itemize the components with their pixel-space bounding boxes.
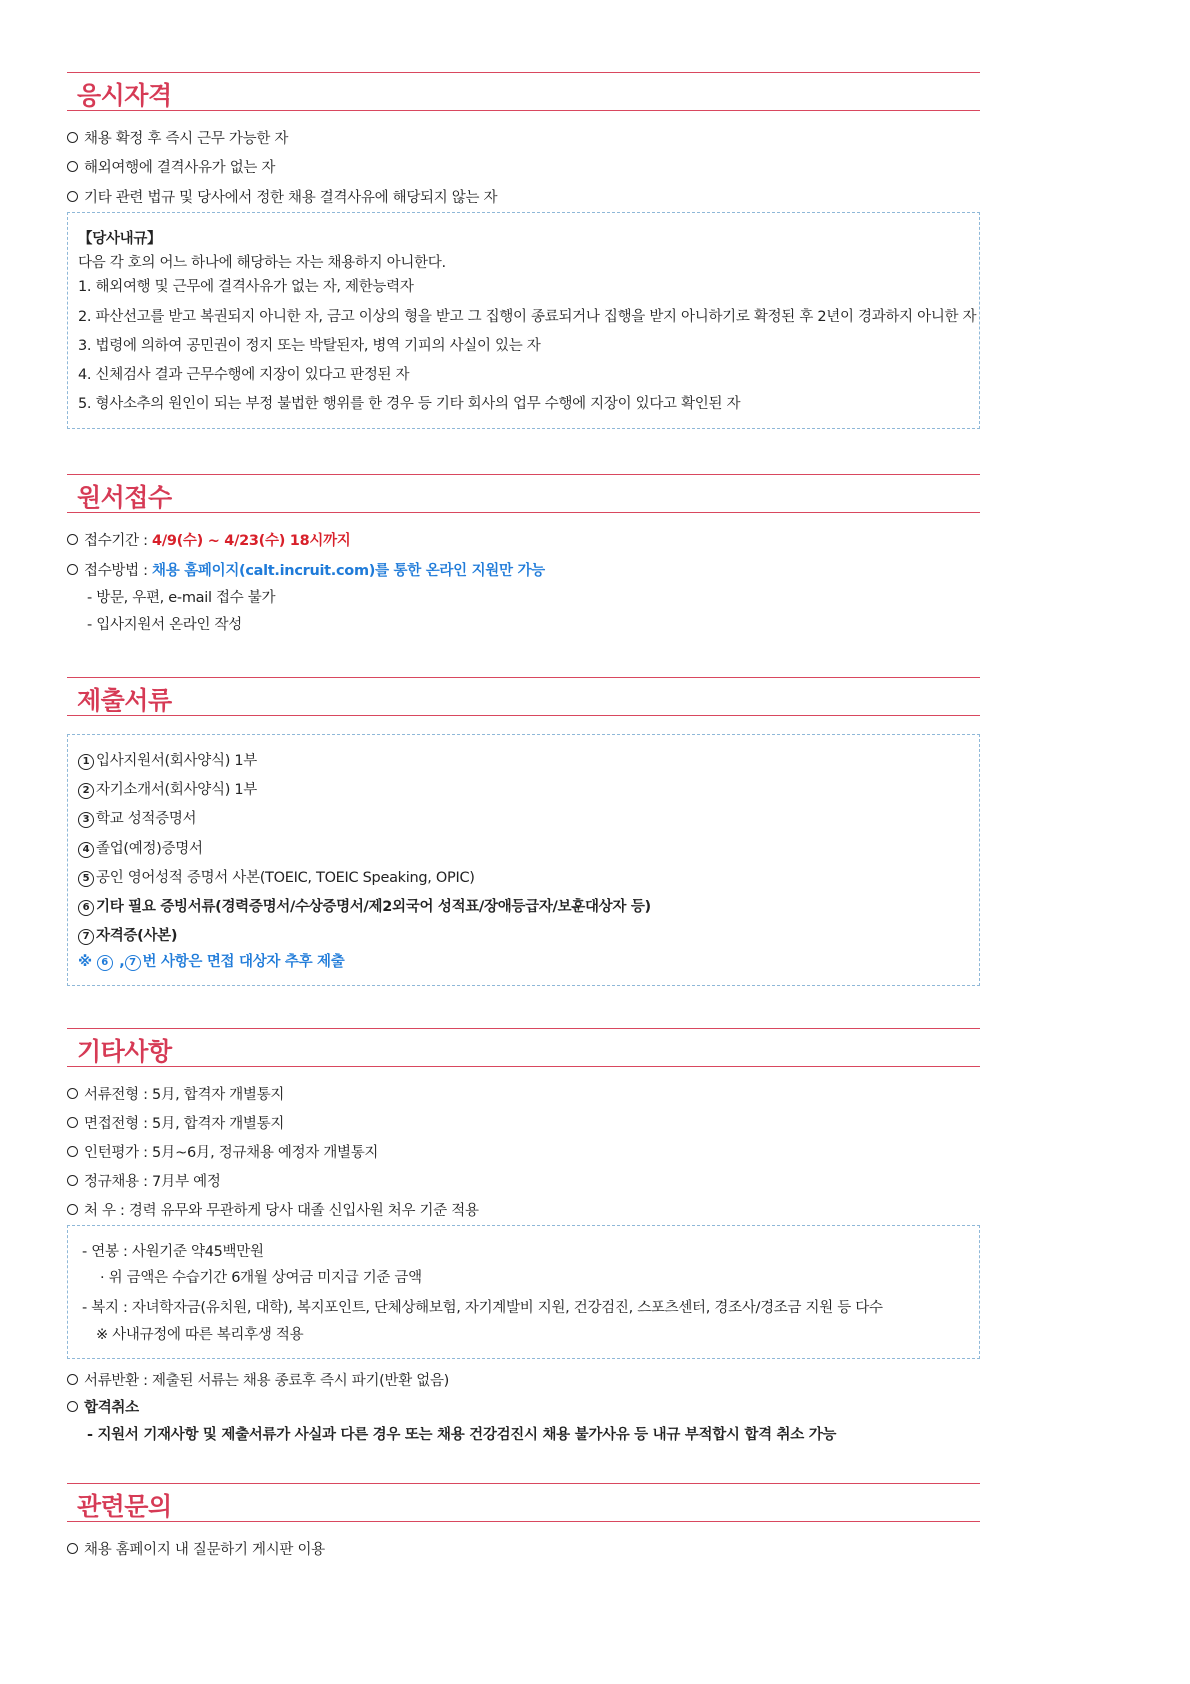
rules-box	[67, 212, 980, 429]
document-item: 1 입사지원서(회사양식) 1부	[78, 749, 257, 770]
circle-bullet-icon	[67, 132, 78, 143]
document-item: 3 학교 성적증명서	[78, 807, 196, 828]
application-note: - 방문, 우편, e-mail 접수 불가	[87, 590, 276, 606]
list-item: 처 우 : 경력 유무와 무관하게 당사 대졸 신입사원 처우 기준 적용	[67, 1199, 479, 1220]
list-item: 기타 관련 법규 및 당사에서 정한 채용 결격사유에 해당되지 않는 자	[67, 186, 497, 207]
cancel-title: 합격취소	[67, 1396, 139, 1417]
section-header	[67, 474, 980, 513]
number-circle-icon: 3	[78, 812, 94, 828]
section-title: 제출서류	[77, 686, 172, 715]
section-header	[67, 72, 980, 111]
list-item: 채용 확정 후 즉시 근무 가능한 자	[67, 127, 288, 148]
document-item: 5 공인 영어성적 증명서 사본(TOEIC, TOEIC Speaking, OPIC)	[78, 866, 475, 887]
document-item: 4 졸업(예정)증명서	[78, 837, 203, 858]
section-qualification	[67, 72, 980, 412]
section-title: 관련문의	[77, 1492, 172, 1521]
application-period: 접수기간 : 4/9(수) ~ 4/23(수) 18시까지	[67, 529, 350, 550]
application-method: 접수방법 : 채용 홈페이지(calt.incruit.com)를 통한 온라인 지원만 가능	[67, 559, 545, 580]
benefits-box	[67, 1225, 980, 1359]
document-item: 2 자기소개서(회사양식) 1부	[78, 778, 257, 799]
section-title: 응시자격	[77, 81, 172, 110]
rules-heading: 【당사내규】	[78, 231, 162, 247]
list-item: 서류반환 : 제출된 서류는 채용 종료후 즉시 파기(반환 없음)	[67, 1369, 449, 1390]
circle-bullet-icon	[67, 161, 78, 172]
benefit-item: - 연봉 : 사원기준 약45백만원	[82, 1244, 264, 1260]
rules-item: 1. 해외여행 및 근무에 결격사유가 없는 자, 제한능력자	[78, 279, 414, 295]
rules-item: 3. 법령에 의하여 공민권이 정지 또는 박탈된자, 병역 기피의 사실이 있는 자	[78, 338, 541, 354]
circle-bullet-icon	[67, 1117, 78, 1128]
benefit-note: ※ 사내규정에 따른 복리후생 적용	[96, 1327, 304, 1343]
benefit-subitem: · 위 금액은 수습기간 6개월 상여금 미지급 기준 금액	[100, 1270, 422, 1286]
list-item: 서류전형 : 5月, 합격자 개별통지	[67, 1083, 284, 1104]
list-item: 인턴평가 : 5月~6月, 정규채용 예정자 개별통지	[67, 1141, 378, 1162]
number-circle-icon: 4	[78, 842, 94, 858]
number-circle-icon: 6	[97, 955, 113, 971]
section-contact	[67, 1483, 980, 1558]
list-item: 면접전형 : 5月, 합격자 개별통지	[67, 1112, 284, 1133]
rules-item: 4. 신체검사 결과 근무수행에 지장이 있다고 판정된 자	[78, 367, 410, 383]
application-method-value: 채용 홈페이지(calt.incruit.com)를 통한 온라인 지원만 가능	[152, 563, 545, 579]
circle-bullet-icon	[67, 1146, 78, 1157]
number-circle-icon: 7	[78, 929, 94, 945]
list-item: 채용 홈페이지 내 질문하기 게시판 이용	[67, 1538, 325, 1559]
rules-item: 2. 파산선고를 받고 복권되지 아니한 자, 금고 이상의 형을 받고 그 집행이 종료되거나 집행을 받지 아니하기로 확정된 후 2년이 경과하지 아니한 자	[78, 309, 977, 325]
number-circle-icon: 5	[78, 871, 94, 887]
circle-bullet-icon	[67, 1374, 78, 1385]
circle-bullet-icon	[67, 1204, 78, 1215]
section-title: 기타사항	[77, 1037, 172, 1066]
number-circle-icon: 2	[78, 783, 94, 799]
section-application	[67, 474, 980, 633]
section-header	[67, 677, 980, 716]
documents-note: ※ 6 , 7 번 사항은 면접 대상자 추후 제출	[78, 954, 345, 970]
circle-bullet-icon	[67, 1088, 78, 1099]
circle-bullet-icon	[67, 1401, 78, 1412]
section-title: 원서접수	[77, 483, 172, 512]
circle-bullet-icon	[67, 534, 78, 545]
circle-bullet-icon	[67, 564, 78, 575]
application-period-value: 4/9(수) ~ 4/23(수) 18시까지	[152, 533, 351, 549]
list-item: 정규채용 : 7月부 예정	[67, 1170, 221, 1191]
number-circle-icon: 1	[78, 754, 94, 770]
document-item: 7 자격증(사본)	[78, 924, 177, 945]
circle-bullet-icon	[67, 191, 78, 202]
section-documents	[67, 677, 980, 970]
application-note: - 입사지원서 온라인 작성	[87, 617, 242, 633]
number-circle-icon: 6	[78, 900, 94, 916]
documents-box	[67, 734, 980, 986]
number-circle-icon: 7	[125, 955, 141, 971]
section-header	[67, 1483, 980, 1522]
cancel-text: - 지원서 기재사항 및 제출서류가 사실과 다른 경우 또는 채용 건강검진시 채용 불가사유 등 내규 부적합시 합격 취소 가능	[87, 1427, 837, 1443]
rules-intro: 다음 각 호의 어느 하나에 해당하는 자는 채용하지 아니한다.	[78, 255, 446, 271]
list-item: 해외여행에 결격사유가 없는 자	[67, 156, 275, 177]
rules-item: 5. 형사소추의 원인이 되는 부정 불법한 행위를 한 경우 등 기타 회사의 업무 수행에 지장이 있다고 확인된 자	[78, 396, 741, 412]
section-etc	[67, 1028, 980, 1443]
document-item: 6 기타 필요 증빙서류(경력증명서/수상증명서/제2외국어 성적표/장애등급자/보훈대상자 등)	[78, 895, 651, 916]
circle-bullet-icon	[67, 1543, 78, 1554]
circle-bullet-icon	[67, 1175, 78, 1186]
section-header	[67, 1028, 980, 1067]
benefit-item: - 복지 : 자녀학자금(유치원, 대학), 복지포인트, 단체상해보험, 자기계발비 지원, 건강검진, 스포츠센터, 경조사/경조금 지원 등 다수	[82, 1300, 883, 1316]
